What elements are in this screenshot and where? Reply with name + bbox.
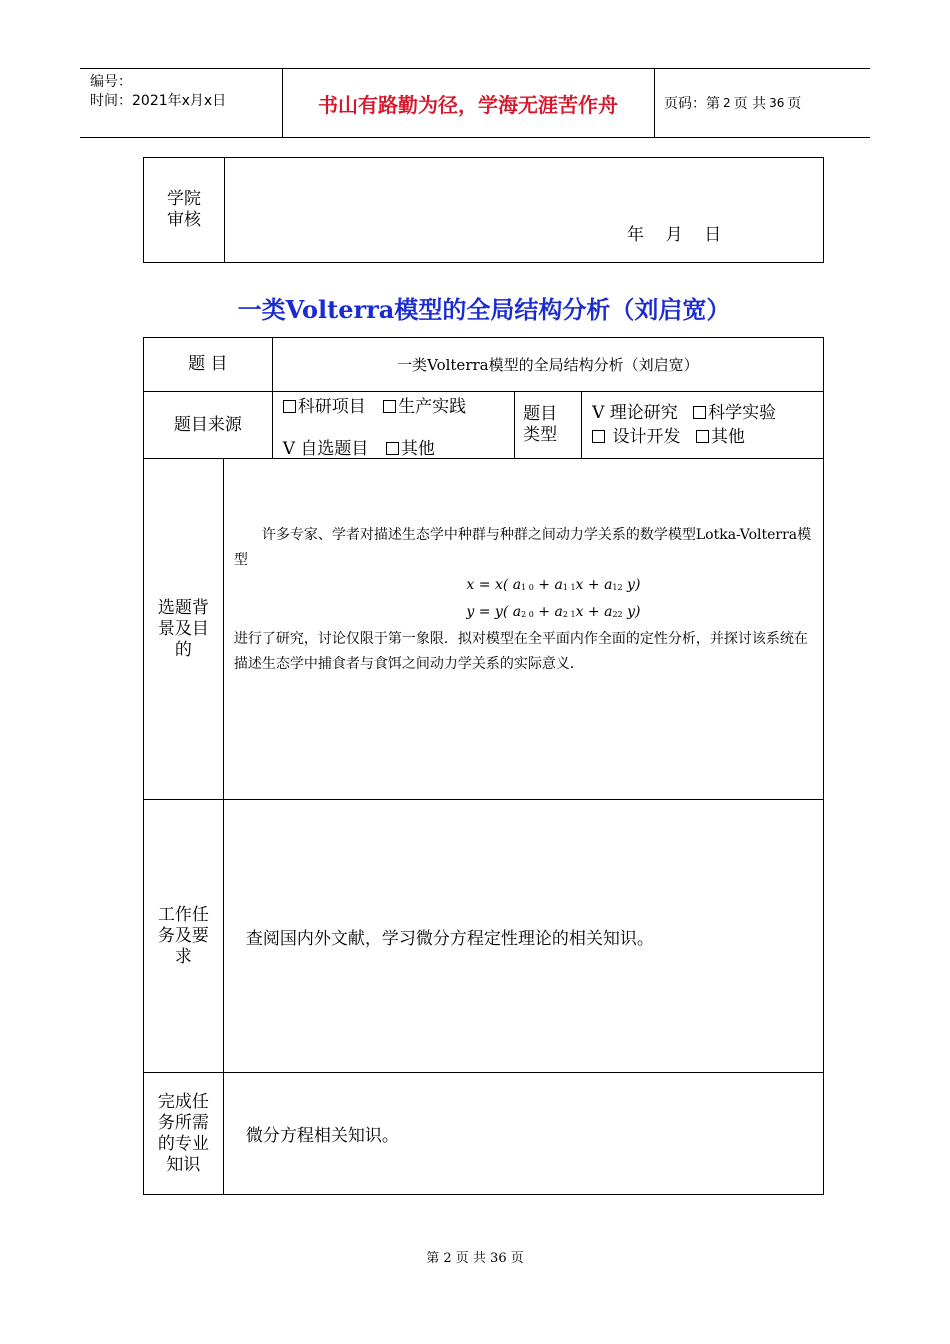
formula-1: x = x( $a_{1 0} + a_{1 1}x + a_{12}$ y)	[466, 577, 641, 593]
type-label: 题目 类型	[515, 392, 582, 459]
document-title: 一类Volterra模型的全局结构分析（刘启宽）	[237, 295, 731, 324]
source-options	[272, 392, 514, 459]
type-opt-experiment: 科学实验	[708, 403, 777, 423]
page-mid: 页 共	[733, 96, 767, 112]
checkbox-icon[interactable]	[383, 400, 396, 413]
knowledge-label: 完成任 务所需 的专业 知识	[144, 1073, 224, 1195]
checkbox-icon[interactable]	[386, 442, 399, 455]
task-text: 查阅国内外文献，学习微分方程定性理论的相关知识。	[223, 800, 823, 1073]
checkbox-icon[interactable]	[592, 430, 605, 443]
source-opt-self: V 自选题目	[282, 439, 369, 459]
checkbox-icon[interactable]	[283, 400, 296, 413]
type-opt-other: 其他	[710, 427, 745, 447]
source-opt-other: 其他	[400, 439, 435, 459]
source-label: 题目来源	[144, 392, 273, 459]
checkbox-icon[interactable]	[696, 430, 709, 443]
review-date: 年 月 日	[627, 225, 722, 245]
type-opt-design: 设计开发	[612, 427, 681, 447]
type-opt-theory: V 理论研究	[592, 403, 678, 423]
code-label: 编号：	[90, 74, 132, 90]
background-text-2: 进行了研究，讨论仅限于第一象限．拟对模型在全平面内作全面的定性分析，并探讨该系统在描述生态学中捕食者与食饵之间动力学关系的实际意义．	[233, 631, 808, 672]
background-text-1: 许多专家、学者对描述生态学中种群与种群之间动力学关系的数学模型Lotka-Volterra模型	[233, 527, 812, 568]
page-current: 2	[723, 96, 731, 110]
header-page-info	[664, 69, 801, 137]
knowledge-text: 微分方程相关知识。	[223, 1073, 823, 1195]
source-opt-research: 科研项目	[297, 397, 366, 417]
header-meta	[90, 73, 226, 111]
page-prefix: 页码：第	[664, 96, 720, 112]
review-cell	[225, 158, 824, 263]
time-label: 时间：2021年x月x日	[90, 93, 227, 109]
page-header	[80, 68, 870, 138]
checkbox-icon[interactable]	[693, 406, 706, 419]
page-footer: 第 2 页 共 36 页	[426, 1251, 524, 1266]
review-label: 学院 审核	[144, 158, 225, 263]
source-opt-practice: 生产实践	[398, 397, 467, 417]
page-suffix: 页	[787, 96, 802, 112]
main-table	[143, 337, 824, 1195]
background-content	[223, 459, 823, 800]
formula-2: y = y( $a_{2 0} + a_{2 1}x + a_{22}$ y)	[466, 604, 641, 620]
topic-label: 题 目	[144, 338, 273, 392]
background-label: 选题背 景及目 的	[144, 459, 224, 800]
review-table	[143, 157, 824, 263]
page-total: 36	[769, 96, 785, 110]
type-options	[582, 392, 824, 459]
header-motto: 书山有路勤为径，学海无涯苦作舟	[318, 92, 618, 117]
task-label: 工作任 务及要 求	[144, 800, 224, 1073]
topic-value: 一类Volterra模型的全局结构分析（刘启宽）	[272, 338, 823, 392]
